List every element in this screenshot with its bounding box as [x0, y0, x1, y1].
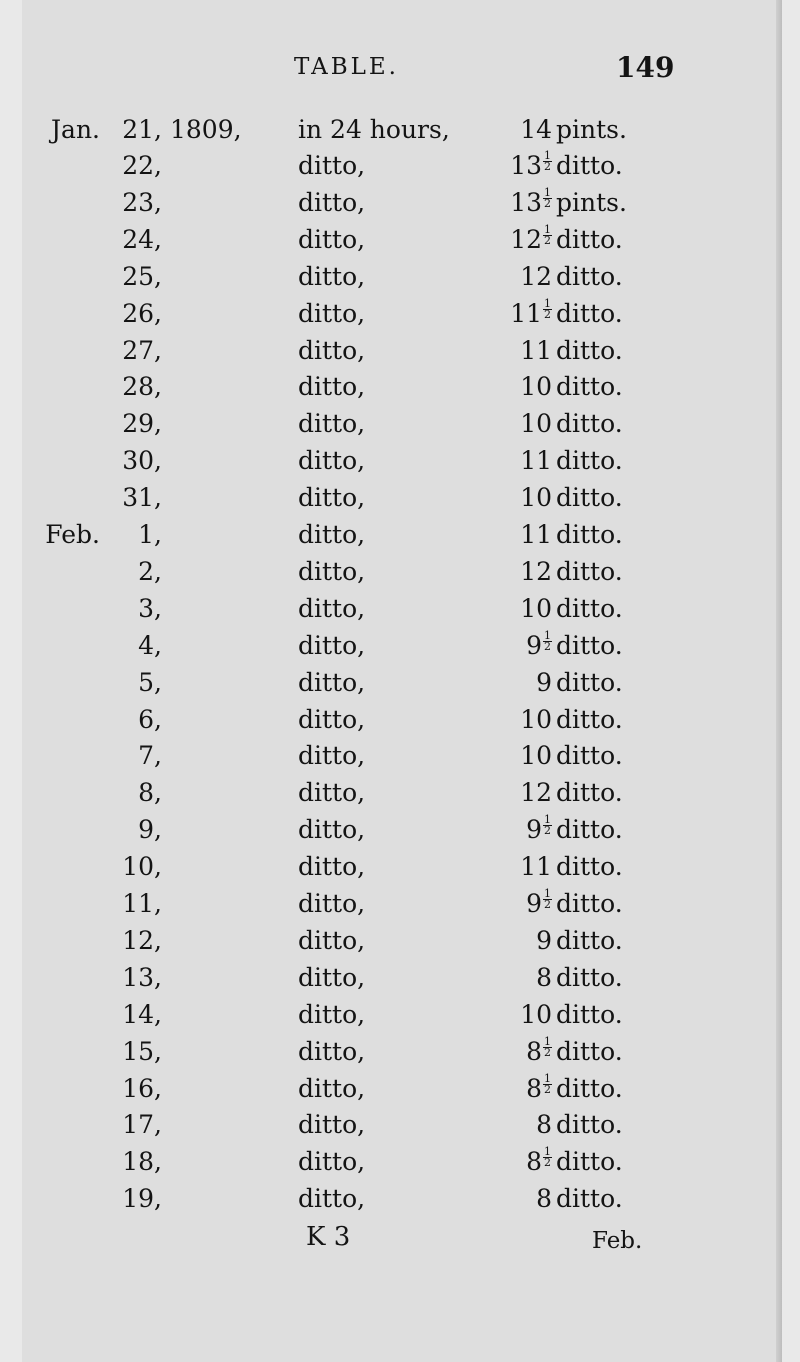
- amount-cell: [470, 1110, 552, 1139]
- fraction-denominator: 2: [544, 640, 551, 653]
- period-cell: ditto,: [298, 225, 366, 254]
- amount-whole: 9: [526, 631, 542, 660]
- amount-cell: [470, 815, 552, 844]
- amount-cell: [470, 299, 552, 328]
- table-row: [0, 1000, 800, 1036]
- unit-cell: ditto.: [556, 1184, 623, 1213]
- unit-cell: ditto.: [556, 741, 623, 770]
- fraction-numerator: 1: [544, 1035, 551, 1048]
- fraction-numerator: 1: [544, 297, 551, 310]
- table-row: [0, 483, 800, 519]
- period-cell: ditto,: [298, 631, 366, 660]
- signature-mark: K 3: [306, 1222, 351, 1252]
- fraction-denominator: 2: [544, 197, 551, 210]
- day-cell: 17,: [122, 1110, 162, 1139]
- period-cell: ditto,: [298, 262, 366, 291]
- day-cell: 5,: [138, 668, 162, 697]
- table-row: [0, 963, 800, 999]
- day-cell: 26,: [122, 299, 162, 328]
- period-cell: ditto,: [298, 815, 366, 844]
- day-cell: 23,: [122, 188, 162, 217]
- amount-cell: [470, 225, 552, 254]
- amount-whole: 12: [520, 262, 552, 291]
- amount-cell: [470, 1074, 552, 1103]
- period-cell: ditto,: [298, 889, 366, 918]
- unit-cell: ditto.: [556, 299, 623, 328]
- table-row: [0, 409, 800, 445]
- amount-fraction: [543, 631, 552, 652]
- day-cell: 13,: [122, 963, 162, 992]
- amount-whole: 8: [536, 1184, 552, 1213]
- day-cell: 15,: [122, 1037, 162, 1066]
- amount-cell: [470, 483, 552, 512]
- day-cell: 21,: [122, 115, 162, 144]
- unit-cell: ditto.: [556, 1000, 623, 1029]
- fraction-numerator: 1: [544, 223, 551, 236]
- day-cell: 8,: [138, 778, 162, 807]
- amount-whole: 8: [536, 1110, 552, 1139]
- table-row: [0, 741, 800, 777]
- amount-cell: [470, 705, 552, 734]
- day-cell: 1,: [138, 520, 162, 549]
- table-row: [0, 668, 800, 704]
- month-cell: Feb.: [45, 520, 100, 549]
- fraction-denominator: 2: [544, 1046, 551, 1059]
- amount-fraction: [543, 1147, 552, 1168]
- unit-cell: ditto.: [556, 1110, 623, 1139]
- amount-whole: 12: [520, 557, 552, 586]
- amount-whole: 8: [526, 1037, 542, 1066]
- unit-cell: ditto.: [556, 483, 623, 512]
- amount-cell: [470, 668, 552, 697]
- unit-cell: pints.: [556, 188, 627, 217]
- unit-cell: ditto.: [556, 889, 623, 918]
- amount-whole: 9: [536, 926, 552, 955]
- page-title: TABLE.: [294, 54, 399, 80]
- unit-cell: ditto.: [556, 446, 623, 475]
- day-cell: 25,: [122, 262, 162, 291]
- amount-cell: [470, 741, 552, 770]
- amount-cell: [470, 631, 552, 660]
- amount-whole: 11: [520, 852, 552, 881]
- fraction-numerator: 1: [544, 887, 551, 900]
- amount-fraction: [543, 1037, 552, 1058]
- table-row: [0, 115, 800, 151]
- period-cell: ditto,: [298, 299, 366, 328]
- unit-cell: ditto.: [556, 225, 623, 254]
- unit-cell: ditto.: [556, 852, 623, 881]
- day-cell: 31,: [122, 483, 162, 512]
- amount-cell: 14: [520, 115, 552, 144]
- day-cell: 10,: [122, 852, 162, 881]
- unit-cell: ditto.: [556, 815, 623, 844]
- period-cell: ditto,: [298, 446, 366, 475]
- amount-whole: 10: [520, 594, 552, 623]
- amount-cell: [470, 1184, 552, 1213]
- day-cell: 4,: [138, 631, 162, 660]
- amount-cell: [470, 1000, 552, 1029]
- page-number: 149: [616, 51, 675, 84]
- table-row: [0, 1074, 800, 1110]
- period-cell: ditto,: [298, 151, 366, 180]
- unit-cell: ditto.: [556, 151, 623, 180]
- unit-cell: ditto.: [556, 668, 623, 697]
- period-cell: ditto,: [298, 705, 366, 734]
- fraction-numerator: 1: [544, 813, 551, 826]
- period-cell: ditto,: [298, 852, 366, 881]
- amount-whole: 8: [526, 1074, 542, 1103]
- day-cell: 7,: [138, 741, 162, 770]
- table-row: [0, 225, 800, 261]
- day-cell: 30,: [122, 446, 162, 475]
- day-cell: 29,: [122, 409, 162, 438]
- amount-fraction: [543, 1074, 552, 1095]
- table-row: [0, 446, 800, 482]
- fraction-denominator: 2: [544, 898, 551, 911]
- period-cell: ditto,: [298, 741, 366, 770]
- amount-fraction: [543, 225, 552, 246]
- unit-cell: ditto.: [556, 631, 623, 660]
- table-row: [0, 852, 800, 888]
- amount-cell: [470, 889, 552, 918]
- day-cell: 24,: [122, 225, 162, 254]
- table-row: [0, 889, 800, 925]
- table-row: [0, 299, 800, 335]
- amount-cell: [470, 372, 552, 401]
- amount-whole: 10: [520, 372, 552, 401]
- unit-cell: ditto.: [556, 594, 623, 623]
- amount-cell: [470, 852, 552, 881]
- amount-cell: [470, 446, 552, 475]
- table-row: [0, 778, 800, 814]
- amount-whole: 10: [520, 1000, 552, 1029]
- period-cell: ditto,: [298, 963, 366, 992]
- table-row: [0, 262, 800, 298]
- amount-cell: [470, 1147, 552, 1176]
- fraction-numerator: 1: [544, 149, 551, 162]
- table-row: [0, 1184, 800, 1220]
- year-cell: 1809,: [170, 115, 242, 144]
- amount-whole: 10: [520, 741, 552, 770]
- fraction-numerator: 1: [544, 1072, 551, 1085]
- unit-cell: pints.: [556, 115, 627, 144]
- day-cell: 12,: [122, 926, 162, 955]
- period-cell: ditto,: [298, 594, 366, 623]
- amount-cell: [470, 963, 552, 992]
- amount-cell: [470, 594, 552, 623]
- table-row: [0, 520, 800, 556]
- period-cell: ditto,: [298, 409, 366, 438]
- fraction-denominator: 2: [544, 1156, 551, 1169]
- amount-cell: [470, 557, 552, 586]
- fraction-denominator: 2: [544, 234, 551, 247]
- table-row: [0, 151, 800, 187]
- unit-cell: ditto.: [556, 372, 623, 401]
- fraction-denominator: 2: [544, 824, 551, 837]
- amount-cell: [470, 1037, 552, 1066]
- period-cell: ditto,: [298, 1000, 366, 1029]
- period-cell: ditto,: [298, 778, 366, 807]
- period-cell: ditto,: [298, 1037, 366, 1066]
- amount-fraction: [543, 188, 552, 209]
- table-row: [0, 1110, 800, 1146]
- period-cell: ditto,: [298, 520, 366, 549]
- amount-whole: 12: [520, 778, 552, 807]
- amount-cell: [470, 409, 552, 438]
- amount-cell: [470, 520, 552, 549]
- day-cell: 2,: [138, 557, 162, 586]
- amount-whole: 11: [520, 446, 552, 475]
- table-row: [0, 1037, 800, 1073]
- table-row: [0, 705, 800, 741]
- table-row: [0, 557, 800, 593]
- unit-cell: ditto.: [556, 705, 623, 734]
- fraction-numerator: 1: [544, 186, 551, 199]
- amount-fraction: [543, 299, 552, 320]
- amount-whole: 10: [520, 483, 552, 512]
- table-row: [0, 594, 800, 630]
- amount-cell: [470, 336, 552, 365]
- period-cell: ditto,: [298, 188, 366, 217]
- day-cell: 6,: [138, 705, 162, 734]
- amount-whole: 11: [520, 336, 552, 365]
- amount-whole: 8: [536, 963, 552, 992]
- day-cell: 9,: [138, 815, 162, 844]
- day-cell: 27,: [122, 336, 162, 365]
- period-cell: in 24 hours,: [298, 115, 450, 144]
- amount-whole: 10: [520, 705, 552, 734]
- day-cell: 16,: [122, 1074, 162, 1103]
- unit-cell: ditto.: [556, 1074, 623, 1103]
- amount-whole: 8: [526, 1147, 542, 1176]
- amount-whole: 9: [526, 815, 542, 844]
- amount-fraction: [543, 815, 552, 836]
- fraction-numerator: 1: [544, 629, 551, 642]
- amount-cell: [470, 778, 552, 807]
- month-cell: Jan.: [51, 115, 100, 144]
- table-row: [0, 815, 800, 851]
- day-cell: 19,: [122, 1184, 162, 1213]
- period-cell: ditto,: [298, 1147, 366, 1176]
- day-cell: 14,: [122, 1000, 162, 1029]
- amount-whole: 13: [510, 151, 542, 180]
- catchword: Feb.: [592, 1228, 643, 1254]
- unit-cell: ditto.: [556, 520, 623, 549]
- unit-cell: ditto.: [556, 778, 623, 807]
- unit-cell: ditto.: [556, 963, 623, 992]
- table-row: [0, 631, 800, 667]
- table-row: [0, 1147, 800, 1183]
- unit-cell: ditto.: [556, 336, 623, 365]
- table-row: [0, 336, 800, 372]
- amount-cell: [470, 151, 552, 180]
- amount-whole: 10: [520, 409, 552, 438]
- amount-whole: 9: [536, 668, 552, 697]
- period-cell: ditto,: [298, 372, 366, 401]
- period-cell: ditto,: [298, 926, 366, 955]
- period-cell: ditto,: [298, 1074, 366, 1103]
- amount-fraction: [543, 151, 552, 172]
- period-cell: ditto,: [298, 668, 366, 697]
- amount-cell: [470, 926, 552, 955]
- day-cell: 11,: [122, 889, 162, 918]
- period-cell: ditto,: [298, 1184, 366, 1213]
- unit-cell: ditto.: [556, 262, 623, 291]
- day-cell: 22,: [122, 151, 162, 180]
- day-cell: 18,: [122, 1147, 162, 1176]
- fraction-denominator: 2: [544, 308, 551, 321]
- unit-cell: ditto.: [556, 1147, 623, 1176]
- unit-cell: ditto.: [556, 926, 623, 955]
- day-cell: 3,: [138, 594, 162, 623]
- fraction-denominator: 2: [544, 1083, 551, 1096]
- table-row: [0, 372, 800, 408]
- period-cell: ditto,: [298, 483, 366, 512]
- amount-cell: [470, 188, 552, 217]
- period-cell: ditto,: [298, 1110, 366, 1139]
- fraction-denominator: 2: [544, 160, 551, 173]
- amount-cell: [470, 262, 552, 291]
- amount-whole: 13: [510, 188, 542, 217]
- table-row: [0, 926, 800, 962]
- amount-whole: 9: [526, 889, 542, 918]
- amount-fraction: [543, 889, 552, 910]
- amount-whole: 12: [510, 225, 542, 254]
- fraction-numerator: 1: [544, 1145, 551, 1158]
- amount-whole: 11: [510, 299, 542, 328]
- unit-cell: ditto.: [556, 1037, 623, 1066]
- period-cell: ditto,: [298, 336, 366, 365]
- unit-cell: ditto.: [556, 409, 623, 438]
- amount-whole: 11: [520, 520, 552, 549]
- day-cell: 28,: [122, 372, 162, 401]
- period-cell: ditto,: [298, 557, 366, 586]
- unit-cell: ditto.: [556, 557, 623, 586]
- table-row: [0, 188, 800, 224]
